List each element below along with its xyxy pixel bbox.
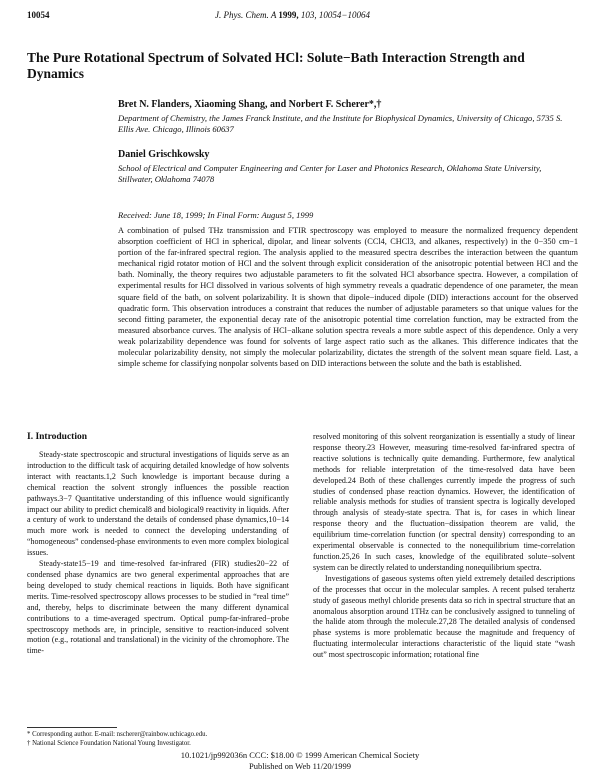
authors-group-2: Daniel Grischkowsky xyxy=(118,149,210,160)
section-heading: I. Introduction xyxy=(27,432,88,442)
page-number: 10054 xyxy=(27,10,50,20)
paragraph: Investigations of gaseous systems often yield extremely detailed descriptions of the processes that occur in the molecular samples. A recent pulsed terahertz study of gaseous methyl chloride presents data so rich in spectral structure that an anomalous absorption around 1THz can be conclusively assigned to tunneling of the halide atom through the molecule.27,28 The detailed analysis of condensed phase systems is more problematic because the magnitude and frequency of fluctuating intermolecular interactions characteristic of the liquid state “wash out” most spectroscopic information; rotational fine xyxy=(313,573,575,660)
received-dates: Received: June 18, 1999; In Final Form: August 5, 1999 xyxy=(118,210,314,220)
left-column xyxy=(27,450,289,657)
paragraph: Steady-state spectroscopic and structural investigations of liquids serve as an introduction to the difficult task of acquiring detailed knowledge of how solvents interact with reactants.1,2 Such knowledge is important because during a chemical reaction the solvent strongly influences the possible reaction pathways.3−7 Quantitative understanding of this influence would significantly impact our ability to predict chemical8 and biological9 reactivity in liquids. After a century of work to understand the details of condensed phase dynamics,10−14 much more work is needed to connect the developing understanding of “homogeneous” condensed-phase environments to even more complex biological issues. xyxy=(27,450,289,558)
abstract xyxy=(118,225,578,369)
authors-group-1: Bret N. Flanders, Xiaoming Shang, and Norbert F. Scherer*,† xyxy=(118,99,382,110)
footnote-nsf: † National Science Foundation National Young Investigator. xyxy=(27,740,191,747)
journal-citation xyxy=(215,10,370,20)
paragraph: resolved monitoring of this solvent reorganization is essentially a study of linear response theory.23 However, measuring time-resolved far-infrared spectra of reactive solutions is technically quite demanding. Furthermore, few analytical methods for reliable interpretation of the time-resolved data have been developed.24 Both of these challenges currently impede the progress of such studies of condensed phase reaction dynamics. However, the identification of reliable analysis methods for studies of transient spectra is logically developed through analysis of steady-state spectra. That is, for cases in which linear response theory and the fluctuation−dissipation theorem are valid, the equilibrium time-correlation function (or spectral density) corresponding to an experimental observable is connected to the nonequilibrium time-correlation function.25,26 In such cases, knowledge of the equilibrated solute−solvent system can be directly related to understanding nonequilibrium spectra. xyxy=(313,432,575,572)
journal-year: 1999, xyxy=(278,10,299,20)
footnote-divider xyxy=(27,727,117,728)
footnotes xyxy=(27,730,207,748)
journal-pages: 10054−10064 xyxy=(318,10,370,20)
journal-name: J. Phys. Chem. A xyxy=(215,10,277,20)
paragraph: Steady-state15−19 and time-resolved far-infrared (FIR) studies20−22 of condensed phase dynamics are two general experimental approaches that are being developed to study chemical reactions in liquids. Both have significant merits. Time-resolved spectroscopy allows processes to be studied in “real time” and, thereby, helps to discriminate between the many different dynamical contributions to a time-averaged spectrum. Optical pump-far-infrared−probe spectroscopy methods are, in principle, sensitive to reaction-induced solvent motion (e.g., rotational and translational) in the vicinity of the chromophore. The time- xyxy=(27,559,289,656)
footnote-corresponding: * Corresponding author. E-mail: nscherer@rainbow.uchicago.edu. xyxy=(27,731,208,738)
right-column xyxy=(313,432,575,661)
journal-volume: 103, xyxy=(300,10,317,20)
affiliation-1: Department of Chemistry, the James Franck Institute, and the Institute for Biophysical Dynamics, University of Chicago, 5735 S. Ellis Ave. Chicago, Illinois 60637 xyxy=(118,113,563,134)
doi-copyright: 10.1021/jp992036n CCC: $18.00 © 1999 American Chemical Society xyxy=(180,750,420,760)
abstract-text: A combination of pulsed THz transmission and FTIR spectroscopy was employed to measure the normalized frequency dependent absorption coefficient of HCl in spherical, dipolar, and linear solvents (CCl4, CHCl3, and alkanes, respectively) in the 0−350 cm−1 portion of the far-infrared spectral region. The analysis applied to the measured spectra describes the interaction between the quantum mechanical rigid rotator motion of HCl and the solvent through explicit consideration of the anisotropic potential between HCl and the bath. Nominally, the theory requires two adjustable parameters to fit the solvated HCl absorbance spectra. However, a compilation of experimental results for HCl dissolved in various solvents of high symmetry reveals a quadratic dependence of one parameter, the mean square field of the bath, on solvent polarizability. It is shown that dipole−induced dipole (DID) interactions account for the observed quadratic form. This observation introduces a constraint that reduces the number of adjustable parameters so that unique values for the second fitting parameter, the exponential decay rate of the anisotropic potential time correlation function, may be extracted from the measured absorbance curves. The analysis of HCl−alkane solution spectra reveals a more subtle aspect of this dependence. Only a very weak polarizability dependence was found for solvents of large aspect ratio such as the alkanes. This difference indicates that the molecular polarizability density, not simply the molecular polarizability, dictates the strength of the solvent mean square field. Last, a simple scheme for classifying nonpolar solvents based on DID interactions between the solute and the bath is established. xyxy=(118,226,578,369)
paper-title: The Pure Rotational Spectrum of Solvated HCl: Solute−Bath Interaction Strength and Dynamics xyxy=(27,50,525,81)
affiliation-2: School of Electrical and Computer Engineering and Center for Laser and Photonics Research, Oklahoma State University, Stillwater, Oklahoma 74078 xyxy=(118,163,542,184)
published-date: Published on Web 11/20/1999 xyxy=(248,761,352,771)
